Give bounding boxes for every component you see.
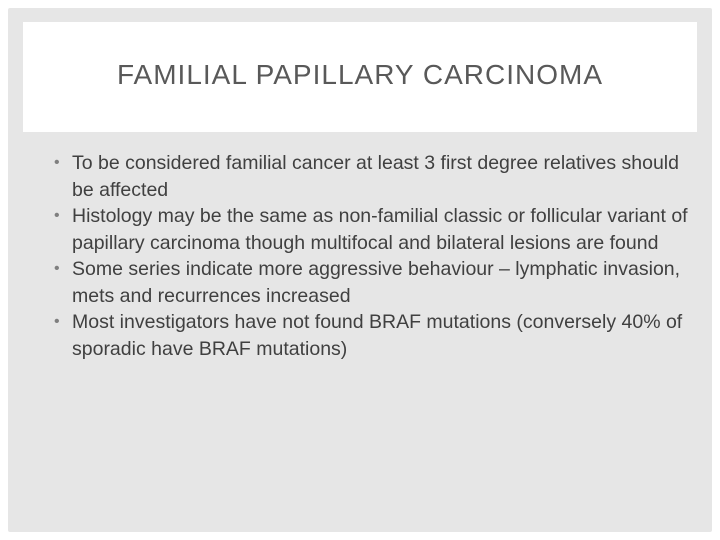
bullet-text: Histology may be the same as non-familial classic or follicular variant of papillary carcinoma though multifocal and bilateral lesions are found	[72, 205, 688, 254]
slide	[8, 8, 712, 532]
bullet-icon: •	[54, 207, 60, 224]
bullet-item	[50, 256, 690, 309]
bullet-item	[50, 309, 690, 362]
bullet-text: To be considered familial cancer at least 3 first degree relatives should be affected	[72, 152, 679, 201]
bullet-icon: •	[54, 260, 60, 277]
slide-title: FAMILIAL PAPILLARY CARCINOMA	[116, 59, 603, 90]
bullet-text: Some series indicate more aggressive behaviour – lymphatic invasion, mets and recurrences increased	[72, 258, 681, 307]
bullet-item	[50, 203, 690, 256]
bullet-list	[50, 150, 690, 362]
bullet-item	[50, 150, 690, 203]
title-box	[23, 22, 697, 132]
bullet-text: Most investigators have not found BRAF mutations (conversely 40% of sporadic have BRAF mutations)	[72, 311, 683, 360]
bullet-icon: •	[54, 313, 60, 330]
bullet-icon: •	[54, 154, 60, 171]
